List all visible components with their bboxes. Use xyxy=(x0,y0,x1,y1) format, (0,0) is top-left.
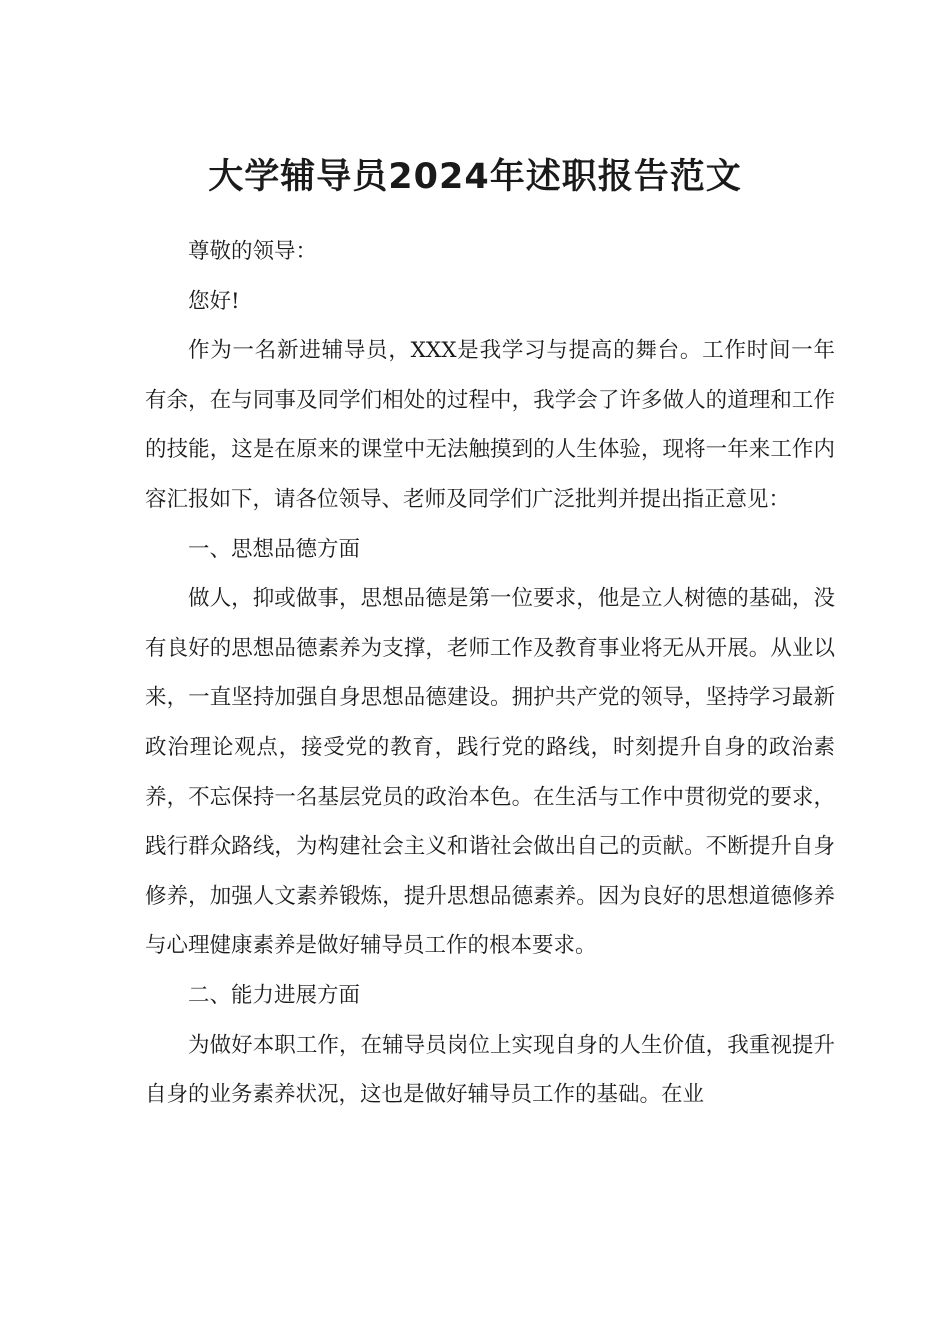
section-heading-ideology: 一、思想品德方面 xyxy=(188,536,361,562)
document-title: 大学辅导员2024年述职报告范文 xyxy=(208,157,742,198)
salutation: 尊敬的领导： xyxy=(188,239,318,264)
intro-paragraph: 作为一名新进辅导员，XXX是我学习与提高的舞台。工作时间一年有余，在与同事及同学们相处的过程中，我学会了许多做人的道理和工作的技能，这是在原来的课堂中无法触摸到的人生体验，现将一年来工作内容汇报如下，请各位领导、老师及同学们广泛批判并提出指正意见： xyxy=(145,338,835,512)
greeting: 您好! xyxy=(188,288,240,314)
ideology-paragraph: 做人，抑或做事，思想品德是第一位要求，他是立人树德的基础，没有良好的思想品德素养为支撑，老师工作及教育事业将无从开展。从业以来，一直坚持加强自身思想品德建设。拥护共产党的领导，坚持学习最新政治理论观点，接受党的教育，践行党的路线，时刻提升自身的政治素养，不忘保持一名基层党员的政治本色。在生活与工作中贯彻党的要求，践行群众路线，为构建社会主义和谐社会做出自己的贡献。不断提升自身修养，加强人文素养锻炼，提升思想品德素养。因为良好的思想道德修养与心理健康素养是做好辅导员工作的根本要求。 xyxy=(145,586,835,959)
ability-paragraph: 为做好本职工作，在辅导员岗位上实现自身的人生价值，我重视提升自身的业务素养状况，这也是做好辅导员工作的基础。在业 xyxy=(145,1032,835,1108)
section-heading-ability: 二、能力进展方面 xyxy=(188,982,361,1008)
document-body xyxy=(145,227,835,1120)
